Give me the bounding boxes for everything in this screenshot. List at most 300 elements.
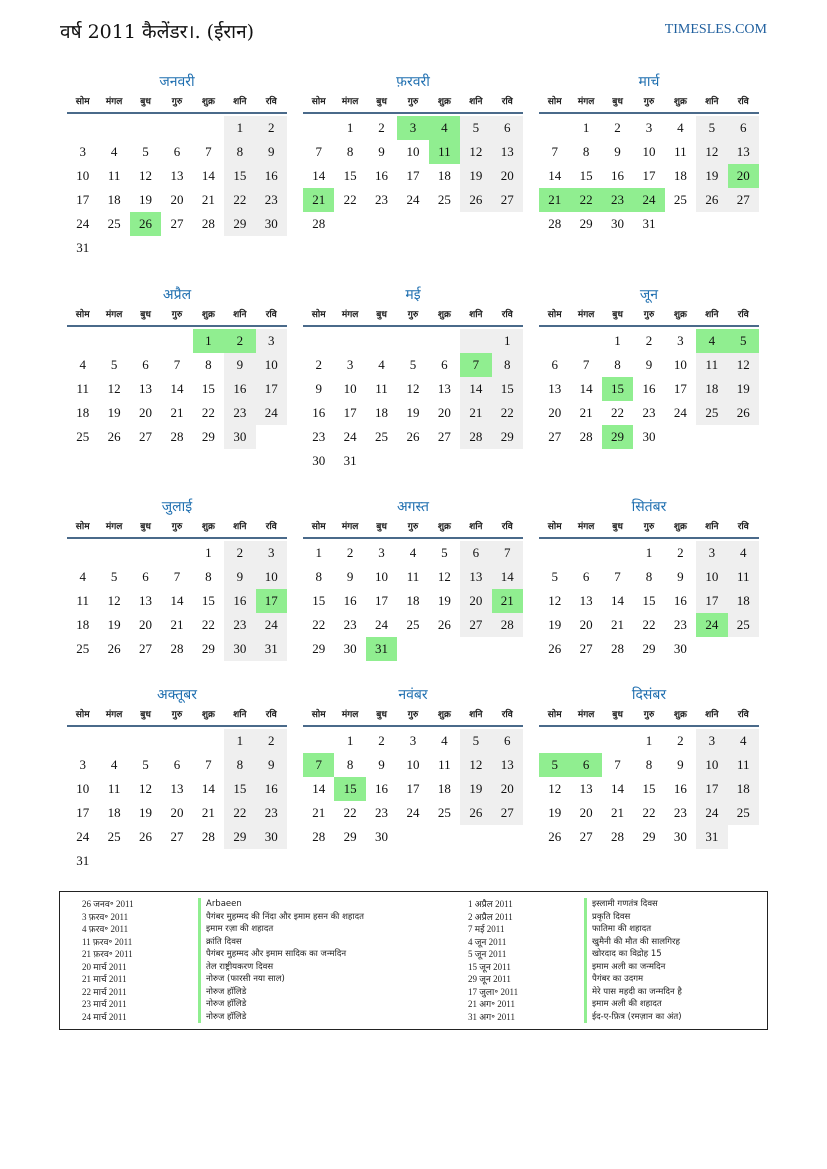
calendar-day[interactable]: 25 <box>406 617 420 632</box>
calendar-day[interactable]: 23 <box>343 617 357 632</box>
calendar-day[interactable]: 2 <box>346 545 354 560</box>
calendar-day[interactable]: 16 <box>375 168 389 183</box>
calendar-day[interactable]: 4 <box>677 120 684 135</box>
calendar-day[interactable]: 26 <box>696 188 727 212</box>
calendar-day[interactable]: 7 <box>173 569 181 584</box>
holiday-day[interactable]: 7 <box>460 353 491 377</box>
calendar-day[interactable]: 5 <box>460 116 491 140</box>
calendar-day[interactable]: 5 <box>551 569 558 584</box>
calendar-day[interactable]: 16 <box>673 593 687 608</box>
calendar-day[interactable]: 8 <box>205 357 212 372</box>
calendar-day[interactable]: 18 <box>76 405 90 420</box>
calendar-day[interactable]: 31 <box>696 825 727 849</box>
calendar-day[interactable]: 29 <box>224 212 255 236</box>
calendar-day[interactable]: 26 <box>548 641 562 656</box>
calendar-day[interactable]: 19 <box>437 593 451 608</box>
calendar-day[interactable]: 23 <box>673 617 687 632</box>
calendar-day[interactable]: 26 <box>139 829 153 844</box>
calendar-day[interactable]: 8 <box>614 357 621 372</box>
calendar-day[interactable]: 3 <box>645 120 653 135</box>
calendar-day[interactable]: 28 <box>611 641 625 656</box>
calendar-day[interactable]: 30 <box>256 212 287 236</box>
calendar-day[interactable]: 27 <box>170 829 184 844</box>
calendar-day[interactable]: 15 <box>579 168 593 183</box>
calendar-day[interactable]: 31 <box>76 853 90 868</box>
calendar-day[interactable]: 18 <box>696 377 727 401</box>
calendar-day[interactable]: 2 <box>256 116 287 140</box>
calendar-day[interactable]: 25 <box>437 805 451 820</box>
calendar-day[interactable]: 26 <box>548 829 562 844</box>
calendar-day[interactable]: 10 <box>406 757 420 772</box>
calendar-day[interactable]: 12 <box>107 381 121 396</box>
calendar-day[interactable]: 16 <box>642 381 656 396</box>
calendar-day[interactable]: 31 <box>256 637 287 661</box>
calendar-day[interactable]: 11 <box>728 565 759 589</box>
calendar-day[interactable]: 11 <box>696 353 727 377</box>
calendar-day[interactable]: 22 <box>224 188 255 212</box>
calendar-day[interactable]: 10 <box>696 753 727 777</box>
calendar-day[interactable]: 15 <box>224 777 255 801</box>
calendar-day[interactable]: 2 <box>645 333 653 348</box>
calendar-day[interactable]: 22 <box>224 801 255 825</box>
calendar-day[interactable]: 10 <box>696 565 727 589</box>
calendar-day[interactable]: 13 <box>579 781 593 796</box>
calendar-day[interactable]: 5 <box>110 569 118 584</box>
calendar-day[interactable]: 7 <box>614 757 621 772</box>
calendar-day[interactable]: 3 <box>378 545 385 560</box>
calendar-day[interactable]: 3 <box>79 144 86 159</box>
calendar-day[interactable]: 25 <box>76 641 90 656</box>
calendar-day[interactable]: 9 <box>256 140 287 164</box>
calendar-day[interactable]: 22 <box>343 192 357 207</box>
calendar-day[interactable]: 14 <box>492 565 523 589</box>
calendar-day[interactable]: 8 <box>205 569 212 584</box>
calendar-day[interactable]: 12 <box>460 753 491 777</box>
calendar-day[interactable]: 25 <box>728 801 759 825</box>
calendar-day[interactable]: 17 <box>343 405 357 420</box>
calendar-day[interactable]: 13 <box>492 140 523 164</box>
calendar-day[interactable]: 9 <box>378 757 385 772</box>
calendar-day[interactable]: 22 <box>492 401 523 425</box>
calendar-day[interactable]: 9 <box>378 144 385 159</box>
calendar-day[interactable]: 21 <box>170 617 184 632</box>
calendar-day[interactable]: 6 <box>492 729 523 753</box>
calendar-day[interactable]: 8 <box>224 753 255 777</box>
calendar-day[interactable]: 7 <box>205 144 212 159</box>
calendar-day[interactable]: 20 <box>170 805 184 820</box>
calendar-day[interactable]: 8 <box>492 353 523 377</box>
calendar-day[interactable]: 26 <box>406 429 420 444</box>
holiday-day[interactable]: 24 <box>696 613 727 637</box>
calendar-day[interactable]: 16 <box>375 781 389 796</box>
calendar-day[interactable]: 9 <box>677 757 684 772</box>
calendar-day[interactable]: 31 <box>343 453 357 468</box>
calendar-day[interactable]: 31 <box>76 240 90 255</box>
calendar-day[interactable]: 23 <box>256 188 287 212</box>
calendar-day[interactable]: 11 <box>107 781 121 796</box>
calendar-day[interactable]: 14 <box>611 593 625 608</box>
calendar-day[interactable]: 1 <box>205 545 212 560</box>
calendar-day[interactable]: 24 <box>673 405 687 420</box>
holiday-day[interactable]: 15 <box>334 777 365 801</box>
calendar-day[interactable]: 24 <box>256 613 287 637</box>
holiday-day[interactable]: 1 <box>193 329 224 353</box>
calendar-day[interactable]: 16 <box>343 593 357 608</box>
calendar-day[interactable]: 16 <box>673 781 687 796</box>
calendar-day[interactable]: 2 <box>256 729 287 753</box>
holiday-day[interactable]: 21 <box>539 188 570 212</box>
calendar-day[interactable]: 12 <box>728 353 759 377</box>
calendar-day[interactable]: 19 <box>406 405 420 420</box>
calendar-day[interactable]: 19 <box>139 192 153 207</box>
calendar-day[interactable]: 4 <box>79 569 86 584</box>
calendar-day[interactable]: 13 <box>548 381 562 396</box>
holiday-day[interactable]: 5 <box>728 329 759 353</box>
calendar-day[interactable]: 4 <box>409 545 417 560</box>
calendar-day[interactable]: 21 <box>460 401 491 425</box>
calendar-day[interactable]: 28 <box>548 216 562 231</box>
calendar-day[interactable]: 19 <box>728 377 759 401</box>
calendar-day[interactable]: 1 <box>645 733 653 748</box>
calendar-day[interactable]: 2 <box>378 733 385 748</box>
calendar-day[interactable]: 18 <box>76 617 90 632</box>
calendar-day[interactable]: 7 <box>614 569 621 584</box>
calendar-day[interactable]: 18 <box>107 805 121 820</box>
calendar-day[interactable]: 9 <box>256 753 287 777</box>
calendar-day[interactable]: 20 <box>579 617 593 632</box>
calendar-day[interactable]: 20 <box>170 192 184 207</box>
holiday-day[interactable]: 21 <box>303 188 334 212</box>
calendar-day[interactable]: 29 <box>492 425 523 449</box>
calendar-day[interactable]: 17 <box>642 168 656 183</box>
calendar-day[interactable]: 19 <box>548 617 562 632</box>
calendar-day[interactable]: 6 <box>551 357 558 372</box>
calendar-day[interactable]: 19 <box>107 405 121 420</box>
calendar-day[interactable]: 7 <box>492 541 523 565</box>
calendar-day[interactable]: 9 <box>614 144 621 159</box>
calendar-day[interactable]: 14 <box>611 781 625 796</box>
calendar-day[interactable]: 16 <box>312 405 326 420</box>
calendar-day[interactable]: 30 <box>312 453 326 468</box>
calendar-day[interactable]: 27 <box>170 216 184 231</box>
calendar-day[interactable]: 28 <box>611 829 625 844</box>
calendar-day[interactable]: 8 <box>346 144 354 159</box>
calendar-day[interactable]: 21 <box>170 405 184 420</box>
calendar-day[interactable]: 3 <box>79 757 86 772</box>
calendar-day[interactable]: 10 <box>673 357 687 372</box>
calendar-day[interactable]: 24 <box>76 216 90 231</box>
calendar-day[interactable]: 20 <box>139 405 153 420</box>
calendar-day[interactable]: 28 <box>170 641 184 656</box>
calendar-day[interactable]: 29 <box>224 825 255 849</box>
calendar-day[interactable]: 2 <box>677 733 684 748</box>
calendar-day[interactable]: 21 <box>579 405 593 420</box>
calendar-day[interactable]: 2 <box>614 120 621 135</box>
calendar-day[interactable]: 3 <box>346 357 354 372</box>
calendar-day[interactable]: 4 <box>110 144 118 159</box>
calendar-day[interactable]: 23 <box>224 613 255 637</box>
calendar-day[interactable]: 17 <box>406 781 420 796</box>
calendar-day[interactable]: 24 <box>406 805 420 820</box>
calendar-day[interactable]: 13 <box>579 593 593 608</box>
calendar-day[interactable]: 17 <box>406 168 420 183</box>
calendar-day[interactable]: 19 <box>107 617 121 632</box>
calendar-day[interactable]: 25 <box>107 829 121 844</box>
calendar-day[interactable]: 28 <box>460 425 491 449</box>
calendar-day[interactable]: 26 <box>107 641 121 656</box>
calendar-day[interactable]: 10 <box>343 381 357 396</box>
calendar-day[interactable]: 11 <box>375 381 388 396</box>
calendar-day[interactable]: 27 <box>139 641 153 656</box>
calendar-day[interactable]: 23 <box>256 801 287 825</box>
calendar-day[interactable]: 5 <box>142 144 149 159</box>
calendar-day[interactable]: 13 <box>139 381 153 396</box>
calendar-day[interactable]: 21 <box>611 805 625 820</box>
calendar-day[interactable]: 30 <box>611 216 625 231</box>
calendar-day[interactable]: 3 <box>696 729 727 753</box>
calendar-day[interactable]: 6 <box>728 116 759 140</box>
holiday-day[interactable]: 11 <box>429 140 460 164</box>
calendar-day[interactable]: 23 <box>673 805 687 820</box>
calendar-day[interactable]: 8 <box>645 569 653 584</box>
calendar-day[interactable]: 20 <box>548 405 562 420</box>
calendar-day[interactable]: 3 <box>677 333 684 348</box>
calendar-day[interactable]: 13 <box>437 381 451 396</box>
calendar-day[interactable]: 25 <box>696 401 727 425</box>
calendar-day[interactable]: 15 <box>224 164 255 188</box>
calendar-day[interactable]: 8 <box>582 144 590 159</box>
calendar-day[interactable]: 8 <box>315 569 322 584</box>
calendar-day[interactable]: 7 <box>205 757 212 772</box>
calendar-day[interactable]: 18 <box>728 777 759 801</box>
calendar-day[interactable]: 16 <box>224 589 255 613</box>
calendar-day[interactable]: 14 <box>170 593 184 608</box>
holiday-day[interactable]: 4 <box>429 116 460 140</box>
calendar-day[interactable]: 28 <box>312 216 326 231</box>
calendar-day[interactable]: 16 <box>256 164 287 188</box>
calendar-day[interactable]: 10 <box>406 144 420 159</box>
calendar-day[interactable]: 14 <box>201 168 215 183</box>
calendar-day[interactable]: 20 <box>460 589 491 613</box>
calendar-day[interactable]: 9 <box>315 381 322 396</box>
calendar-day[interactable]: 28 <box>312 829 326 844</box>
calendar-day[interactable]: 29 <box>343 829 357 844</box>
calendar-day[interactable]: 29 <box>201 641 215 656</box>
calendar-day[interactable]: 14 <box>460 377 491 401</box>
calendar-day[interactable]: 17 <box>256 377 287 401</box>
holiday-day[interactable]: 24 <box>633 188 664 212</box>
calendar-day[interactable]: 7 <box>582 357 590 372</box>
calendar-day[interactable]: 10 <box>76 168 90 183</box>
calendar-day[interactable]: 1 <box>582 120 590 135</box>
calendar-day[interactable]: 20 <box>492 164 523 188</box>
calendar-day[interactable]: 29 <box>642 641 656 656</box>
calendar-day[interactable]: 26 <box>107 429 121 444</box>
calendar-day[interactable]: 1 <box>346 120 354 135</box>
site-name[interactable]: TIMESLES.COM <box>664 22 767 37</box>
calendar-day[interactable]: 22 <box>201 405 215 420</box>
calendar-day[interactable]: 26 <box>460 188 491 212</box>
holiday-day[interactable]: 23 <box>602 188 633 212</box>
calendar-day[interactable]: 14 <box>170 381 184 396</box>
calendar-day[interactable]: 10 <box>256 353 287 377</box>
calendar-day[interactable]: 18 <box>437 781 451 796</box>
calendar-day[interactable]: 18 <box>437 168 451 183</box>
calendar-day[interactable]: 1 <box>346 733 354 748</box>
calendar-day[interactable]: 27 <box>579 641 593 656</box>
calendar-day[interactable]: 5 <box>409 357 417 372</box>
calendar-day[interactable]: 16 <box>611 168 625 183</box>
calendar-day[interactable]: 4 <box>441 733 448 748</box>
calendar-day[interactable]: 29 <box>642 829 656 844</box>
calendar-day[interactable]: 12 <box>696 140 727 164</box>
calendar-day[interactable]: 23 <box>312 429 326 444</box>
calendar-day[interactable]: 25 <box>107 216 121 231</box>
calendar-day[interactable]: 15 <box>642 593 656 608</box>
calendar-day[interactable]: 2 <box>378 120 385 135</box>
calendar-day[interactable]: 11 <box>107 168 121 183</box>
calendar-day[interactable]: 21 <box>201 192 215 207</box>
calendar-day[interactable]: 6 <box>173 144 181 159</box>
calendar-day[interactable]: 22 <box>642 617 656 632</box>
calendar-day[interactable]: 30 <box>642 429 656 444</box>
calendar-day[interactable]: 10 <box>256 565 287 589</box>
calendar-day[interactable]: 14 <box>201 781 215 796</box>
calendar-day[interactable]: 9 <box>224 353 255 377</box>
calendar-day[interactable]: 21 <box>611 617 625 632</box>
calendar-day[interactable]: 18 <box>673 168 687 183</box>
calendar-day[interactable]: 2 <box>677 545 684 560</box>
calendar-day[interactable]: 21 <box>312 805 326 820</box>
calendar-day[interactable]: 1 <box>492 329 523 353</box>
calendar-day[interactable]: 1 <box>224 729 255 753</box>
holiday-day[interactable]: 6 <box>570 753 601 777</box>
calendar-day[interactable]: 24 <box>76 829 90 844</box>
calendar-day[interactable]: 15 <box>201 593 215 608</box>
calendar-day[interactable]: 6 <box>441 357 448 372</box>
calendar-day[interactable]: 11 <box>76 593 89 608</box>
calendar-day[interactable]: 5 <box>142 757 149 772</box>
calendar-day[interactable]: 23 <box>375 805 389 820</box>
holiday-day[interactable]: 5 <box>539 753 570 777</box>
calendar-day[interactable]: 4 <box>79 357 86 372</box>
holiday-day[interactable]: 31 <box>366 637 397 661</box>
calendar-day[interactable]: 18 <box>728 589 759 613</box>
calendar-day[interactable]: 19 <box>696 164 727 188</box>
calendar-day[interactable]: 3 <box>256 541 287 565</box>
calendar-day[interactable]: 30 <box>224 425 255 449</box>
calendar-day[interactable]: 5 <box>441 545 448 560</box>
calendar-day[interactable]: 24 <box>696 801 727 825</box>
calendar-day[interactable]: 23 <box>224 401 255 425</box>
calendar-day[interactable]: 11 <box>76 381 89 396</box>
calendar-day[interactable]: 5 <box>460 729 491 753</box>
calendar-day[interactable]: 12 <box>107 593 121 608</box>
calendar-day[interactable]: 16 <box>224 377 255 401</box>
calendar-day[interactable]: 15 <box>492 377 523 401</box>
calendar-day[interactable]: 6 <box>582 569 590 584</box>
calendar-day[interactable]: 15 <box>642 781 656 796</box>
calendar-day[interactable]: 15 <box>312 593 326 608</box>
calendar-day[interactable]: 13 <box>728 140 759 164</box>
calendar-day[interactable]: 23 <box>642 405 656 420</box>
calendar-day[interactable]: 12 <box>460 140 491 164</box>
calendar-day[interactable]: 27 <box>139 429 153 444</box>
holiday-day[interactable]: 26 <box>130 212 161 236</box>
holiday-day[interactable]: 7 <box>303 753 334 777</box>
calendar-day[interactable]: 7 <box>173 357 181 372</box>
calendar-day[interactable]: 8 <box>645 757 653 772</box>
calendar-day[interactable]: 18 <box>406 593 420 608</box>
calendar-day[interactable]: 9 <box>677 569 684 584</box>
calendar-day[interactable]: 19 <box>460 777 491 801</box>
calendar-day[interactable]: 12 <box>548 781 562 796</box>
calendar-day[interactable]: 9 <box>224 565 255 589</box>
calendar-day[interactable]: 24 <box>343 429 357 444</box>
calendar-day[interactable]: 10 <box>375 569 389 584</box>
calendar-day[interactable]: 6 <box>142 569 149 584</box>
calendar-day[interactable]: 29 <box>201 429 215 444</box>
calendar-day[interactable]: 18 <box>107 192 121 207</box>
calendar-day[interactable]: 25 <box>375 429 389 444</box>
holiday-day[interactable]: 4 <box>696 329 727 353</box>
calendar-day[interactable]: 24 <box>256 401 287 425</box>
calendar-day[interactable]: 13 <box>492 753 523 777</box>
calendar-day[interactable]: 26 <box>460 801 491 825</box>
calendar-day[interactable]: 14 <box>312 168 326 183</box>
calendar-day[interactable]: 8 <box>346 757 354 772</box>
calendar-day[interactable]: 22 <box>201 617 215 632</box>
holiday-day[interactable]: 17 <box>256 589 287 613</box>
calendar-day[interactable]: 5 <box>110 357 118 372</box>
calendar-day[interactable]: 11 <box>406 569 420 584</box>
calendar-day[interactable]: 17 <box>375 593 389 608</box>
calendar-day[interactable]: 10 <box>76 781 90 796</box>
calendar-day[interactable]: 17 <box>76 805 90 820</box>
calendar-day[interactable]: 10 <box>642 144 656 159</box>
holiday-day[interactable]: 20 <box>728 164 759 188</box>
calendar-day[interactable]: 29 <box>579 216 593 231</box>
calendar-day[interactable]: 11 <box>438 757 451 772</box>
calendar-day[interactable]: 14 <box>579 381 593 396</box>
calendar-day[interactable]: 3 <box>696 541 727 565</box>
calendar-day[interactable]: 27 <box>460 613 491 637</box>
calendar-day[interactable]: 25 <box>437 192 451 207</box>
calendar-day[interactable]: 7 <box>315 144 322 159</box>
calendar-day[interactable]: 22 <box>611 405 625 420</box>
calendar-day[interactable]: 27 <box>492 188 523 212</box>
calendar-day[interactable]: 30 <box>256 825 287 849</box>
calendar-day[interactable]: 1 <box>315 545 322 560</box>
calendar-day[interactable]: 17 <box>673 381 687 396</box>
calendar-day[interactable]: 25 <box>728 613 759 637</box>
holiday-day[interactable]: 3 <box>397 116 428 140</box>
calendar-day[interactable]: 15 <box>201 381 215 396</box>
calendar-day[interactable]: 17 <box>696 777 727 801</box>
calendar-day[interactable]: 2 <box>315 357 322 372</box>
calendar-day[interactable]: 25 <box>673 192 687 207</box>
calendar-day[interactable]: 24 <box>375 617 389 632</box>
calendar-day[interactable]: 5 <box>696 116 727 140</box>
holiday-day[interactable]: 29 <box>602 425 633 449</box>
calendar-day[interactable]: 29 <box>312 641 326 656</box>
calendar-day[interactable]: 26 <box>437 617 451 632</box>
calendar-day[interactable]: 6 <box>142 357 149 372</box>
calendar-day[interactable]: 20 <box>492 777 523 801</box>
calendar-day[interactable]: 7 <box>551 144 558 159</box>
calendar-day[interactable]: 3 <box>256 329 287 353</box>
calendar-day[interactable]: 27 <box>728 188 759 212</box>
